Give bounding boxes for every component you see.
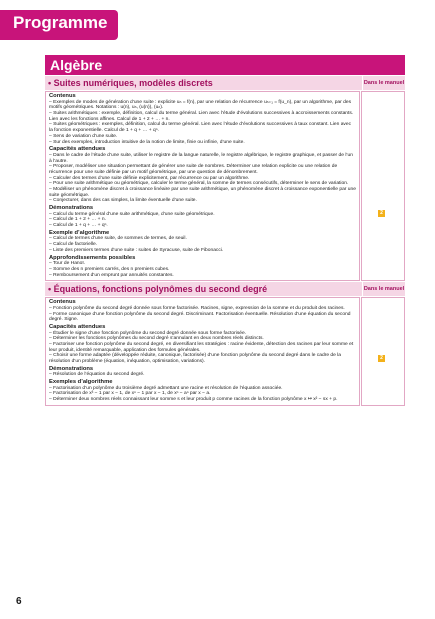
content-line: – Choisir une forme adaptée (développée réduite, canonique, factorisée) d’une fonction polynôme du second degré dans le cadre de la résolution d’un problème (équation, inéquation, optimisation, variations). [49,353,342,365]
content-line: – Pour une suite arithmétique ou géométrique, calculer le terme général, la somme de termes consécutifs, déterminer le sens de variation. [49,181,349,187]
block-heading: Capacités attendues [49,323,106,330]
content-line: – Liste des premiers termes d’une suite : suites de Syracuse, suite de Fibonacci. [49,247,224,253]
content-line: – Calcul de termes d’une suite, de sommes de termes, de seuil. [49,236,187,242]
section-1-header [45,76,405,90]
section-1-content [45,91,360,281]
block-heading: Exemple d’algorithme [49,229,110,236]
page-number: 6 [16,596,22,607]
content-line: – Forme canonique d’une fonction polynôme du second degré. Discriminant. Factorisation éventuelle. Résolution d’une équation du second degré. Signe. [49,311,351,323]
block-heading: Démonstrations [49,205,94,212]
section-2-content [45,297,360,406]
section-2-header [45,282,405,296]
content-line: – Remboursement d’un emprunt par annuités constantes. [49,272,174,278]
content-line: – Calcul de factorielle. [49,242,98,248]
content-line: – Suites géométriques : exemples, définition, calcul du terme général. Lien avec l’étude d’évolutions successives à taux constant. Lien avec la fonction exponentielle. Calcul de 1 + q + … + qⁿ. [49,122,352,134]
programme-table [45,55,405,406]
content-line: – Exemples de modes de génération d’une suite : explicite uₙ = f(n), par une relation de récurrence uₙ₊₁ = f(u_n), par un algorithme, par des motifs géométriques. Notations : u(n), uₙ, (u(n)), (uₙ). [49,99,352,111]
block-heading: Démonstrations [49,365,94,372]
content-line: – Calcul de 1 + q + … + qⁿ. [49,223,108,229]
section-2-title: • Équations, fonctions polynômes du second degré [45,282,362,296]
section-2-body [45,297,405,406]
content-line: – Déterminer deux nombres réels connaissant leur somme s et leur produit p comme racines de la fonction polynôme x ↦ x² − sx + p. [49,397,338,403]
section-1-ref-column [361,91,405,281]
block-heading: Contenus [49,93,76,99]
page-header-title: Programme [13,13,108,32]
content-line: – Tour de Hanoï. [49,261,86,267]
block-heading: Contenus [49,299,76,306]
content-line: – Suites arithmétiques : exemple, définition, calcul du terme général. Lien avec l’étude d’évolutions successives à accroissements constants. Lien avec les fonctions affines. Calcul de 1 + 2 + … + n. [49,111,354,122]
content-line: – Sur des exemples, introduction intuitive de la notion de limite, finie ou infinie, d’une suite. [49,139,245,145]
content-line: – Sens de variation d’une suite. [49,133,118,139]
content-line: – Conjecturer, dans des cas simples, la limite éventuelle d’une suite. [49,198,197,204]
content-line: – Étudier le signe d’une fonction polynôme du second degré donnée sous forme factorisée. [49,330,247,336]
block-heading: Capacités attendues [49,146,106,153]
content-line: – Factorisation de x³ − 1 par x − 1, de xⁿ − 1 par x − 1, de xⁿ − aⁿ par x − a. [49,391,211,397]
content-line: – Résolution de l’équation du second degré. [49,372,145,378]
content-line: – Dans le cadre de l’étude d’une suite, utiliser le registre de la langue naturelle, le registre algébrique, le registre graphique, et passer de l’un à l’autre. [49,152,353,164]
content-line: – Calcul du terme général d’une suite arithmétique, d’une suite géométrique. [49,211,215,217]
content-line: – Factoriser une fonction polynôme du second degré, en diversifiant les stratégies : racine évidente, détection des racines par leur somme et leur produit, identité remarquable, application des formules générales. [49,341,354,353]
content-line: – Factorisation d’un polynôme du troisième degré admettant une racine et résolution de l’équation associée. [49,385,283,391]
chapter-title: Algèbre [45,55,405,75]
section-1-title: • Suites numériques, modèles discrets [45,76,362,90]
content-line: – Modéliser un phénomène discret à croissance linéaire par une suite arithmétique, un phénomène discret à croissance exponentielle par une suite géométrique. [49,187,356,198]
content-line: – Somme des n premiers carrés, des n premiers cubes. [49,266,170,272]
section-2-ref-header: Dans le manuel [363,282,405,296]
section-1-ref-header: Dans le manuel [363,76,405,90]
content-line: – Proposer, modéliser une situation permettant de générer une suite de nombres. Déterminer une relation explicite ou une relation de récurrence pour une suite définie par un motif géométrique, par une question de dénombrement. [49,164,338,175]
content-line: – Calcul de 1 + 2 + … + n. [49,217,106,223]
block-heading: Approfondissements possibles [49,254,136,261]
content-line: – Fonction polynôme du second degré donnée sous forme factorisée. Racines, signe, expression de la somme et du produit des racines. [49,305,345,311]
chapter-badge[interactable]: 2 [378,210,385,217]
section-2-ref-column [361,297,405,406]
section-1-body [45,91,405,281]
content-line: – Calculer des termes d’une suite définie explicitement, par récurrence ou par un algorithme. [49,175,250,181]
chapter-badge[interactable]: 2 [378,355,385,362]
content-line: – Déterminer les fonctions polynômes du second degré s’annulant en deux nombres réels distincts. [49,336,264,342]
block-heading: Exemples d’algorithme [49,379,113,386]
